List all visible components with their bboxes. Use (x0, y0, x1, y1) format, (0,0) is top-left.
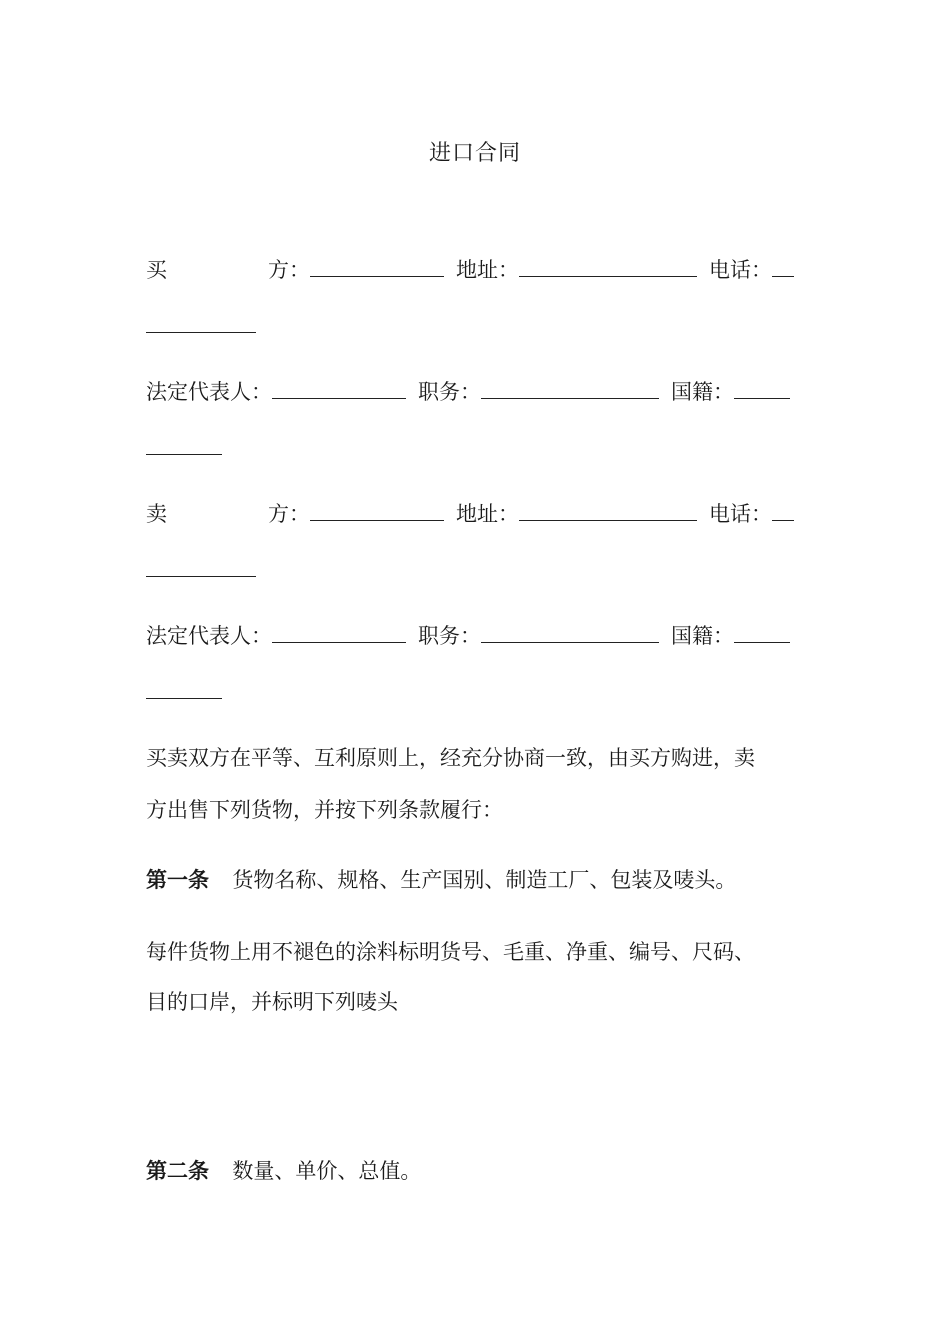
buyer-phone-label: 电话： (709, 258, 772, 282)
seller-position-label: 职务： (418, 624, 481, 648)
intro-paragraph-line-1: 买卖双方在平等、互利原则上，经充分协商一致，由买方购进，卖 (146, 746, 755, 770)
marking-line-1: 每件货物上用不褪色的涂料标明货号、毛重、净重、编号、尺码、 (146, 940, 755, 964)
buyer-phone-blank-cont[interactable] (146, 312, 256, 333)
buyer-rep-row (146, 378, 806, 406)
buyer-name-blank[interactable] (310, 256, 444, 277)
buyer-label-suffix: 方： (268, 258, 310, 282)
seller-phone-continuation (146, 556, 806, 584)
document-title: 进口合同 (428, 141, 521, 166)
seller-label-suffix: 方： (268, 502, 310, 526)
buyer-phone-blank[interactable] (772, 256, 794, 277)
seller-nationality-label: 国籍： (671, 624, 734, 648)
seller-address-label: 地址： (456, 502, 519, 526)
buyer-info-row (146, 256, 806, 284)
buyer-nationality-continuation (146, 434, 806, 462)
seller-nationality-continuation (146, 678, 806, 706)
seller-nationality-blank-cont[interactable] (146, 678, 222, 699)
seller-rep-label: 法定代表人： (146, 624, 272, 648)
seller-rep-blank[interactable] (272, 622, 406, 643)
buyer-position-label: 职务： (418, 380, 481, 404)
buyer-phone-continuation (146, 312, 806, 340)
buyer-nationality-blank[interactable] (734, 378, 790, 399)
seller-phone-blank[interactable] (772, 500, 794, 521)
buyer-address-blank[interactable] (519, 256, 697, 277)
buyer-rep-blank[interactable] (272, 378, 406, 399)
seller-phone-blank-cont[interactable] (146, 556, 256, 577)
seller-address-blank[interactable] (519, 500, 697, 521)
seller-info-row (146, 500, 806, 528)
seller-name-blank[interactable] (310, 500, 444, 521)
seller-rep-row (146, 622, 806, 650)
intro-paragraph-line-2: 方出售下列货物，并按下列条款履行： (146, 798, 503, 822)
buyer-rep-label: 法定代表人： (146, 380, 272, 404)
marking-line-2: 目的口岸，并标明下列唛头 (146, 990, 398, 1014)
seller-nationality-blank[interactable] (734, 622, 790, 643)
buyer-nationality-blank-cont[interactable] (146, 434, 222, 455)
buyer-nationality-label: 国籍： (671, 380, 734, 404)
buyer-label: 买 (146, 258, 167, 282)
article-2 (146, 1157, 806, 1185)
article-1 (146, 866, 806, 894)
buyer-position-blank[interactable] (481, 378, 659, 399)
article-2-heading: 第二条 (146, 1159, 209, 1183)
article-1-text: 货物名称、规格、生产国别、制造工厂、包装及唛头。 (232, 868, 737, 892)
seller-label: 卖 (146, 502, 167, 526)
seller-phone-label: 电话： (709, 502, 772, 526)
article-1-heading: 第一条 (146, 868, 209, 892)
buyer-address-label: 地址： (456, 258, 519, 282)
article-2-text: 数量、单价、总值。 (232, 1159, 422, 1183)
seller-position-blank[interactable] (481, 622, 659, 643)
